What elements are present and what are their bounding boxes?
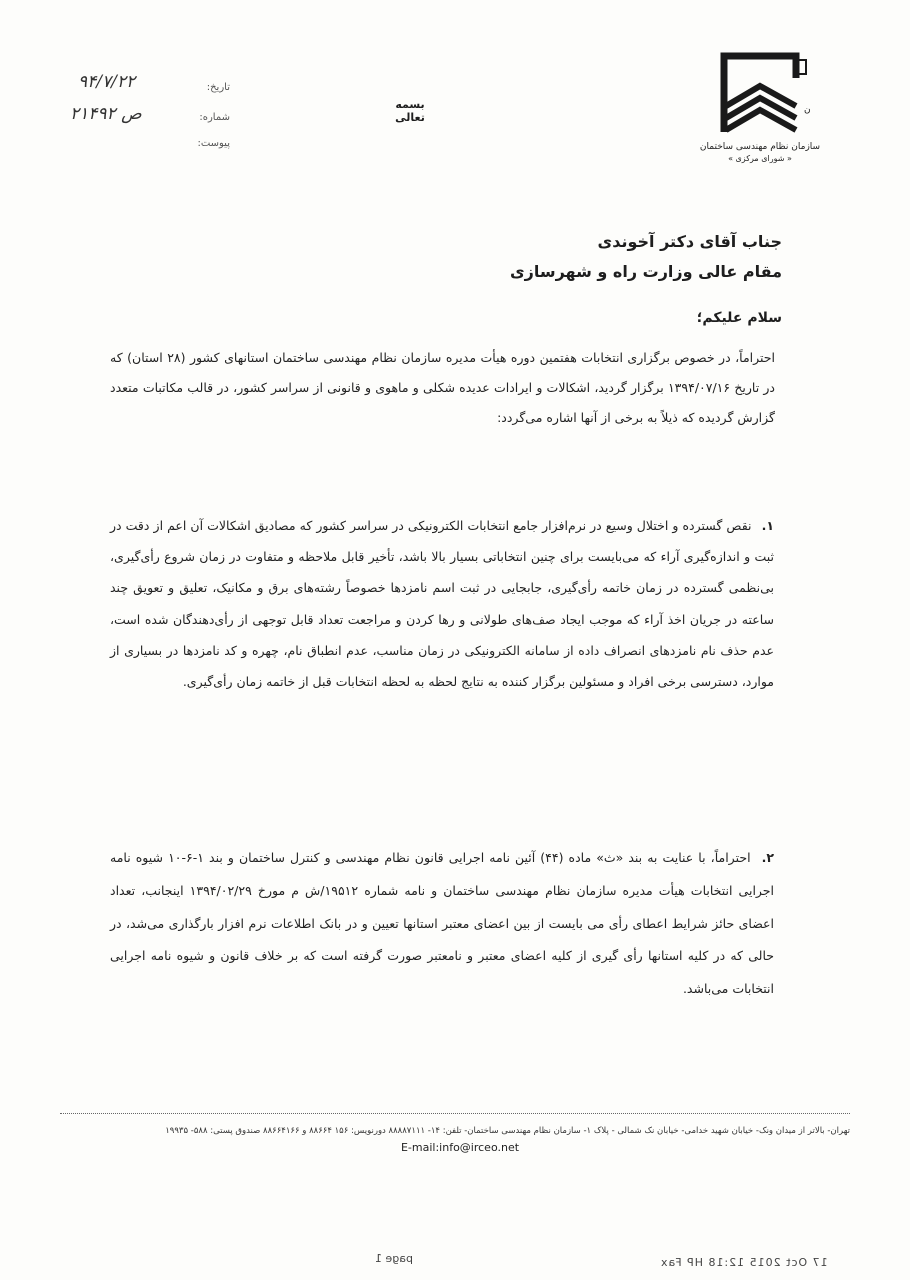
item-text: احتراماً، با عنایت به بند «ث» ماده (۴۴) آئین نامه اجرایی قانون نظام مهندسی و کنترل ساختمان و بند ۱-۶-۱۰ شیوه نامه اجرایی انتخابات هیأت مدیره سازمان نظام مهندسی ساختمان و نامه شماره ۱۹۵۱۲/ش م مورخ ۱۳۹۴/۰۲/۲۹ اینجانب، تعداد اعضای حائز شرایط اعطای رأی می بایست از بین اعضای معتبر استانها تعیین و در بانک اطلاعات نرم افزار بارگذاری می‌شد، در حالی که در کلیه استانها رأی گیری از کلیه اعضای معتبر و نامعتبر صورت گرفته است که بر خلاف قانون و شیوه نامه اجرایی انتخابات می‌باشد. [110, 850, 775, 997]
item-number: ۱. [761, 518, 774, 533]
fax-stamp: 17 Oct 2015 12:18 HP Fax [660, 1256, 828, 1269]
item-number: ۲. [761, 850, 774, 865]
basmala: بسمه تعالی [395, 98, 425, 124]
number-value: ۲۱۴۹۲ ص [70, 104, 142, 124]
greeting: سلام علیکم؛ [696, 310, 782, 326]
org-name: سازمان نظام مهندسی ساختمان [699, 142, 821, 152]
footer-divider [60, 1113, 850, 1114]
svg-text:ن: ن [804, 105, 811, 115]
number-row [199, 110, 230, 123]
page-number: page 1 [375, 1252, 413, 1265]
intro-paragraph: احتراماً، در خصوص برگزاری انتخابات هفتمین دوره هیأت مدیره سازمان نظام مهندسی ساختمان استانهای کشور (۲۸ استان) که در تاریخ ۱۳۹۴/۰۷/۱۶ برگزار گردید، اشکالات و ایرادات عدیده شکلی و ماهوی و قانونی از سراسر کشور، در قالب مکاتبات متعدد گزارش گردیده که ذیلاً به برخی از آنها اشاره می‌گردد: [110, 350, 776, 425]
attachment-label: پیوست: [197, 138, 230, 149]
org-logo [690, 48, 830, 163]
addressee-name: جناب آقای دکتر آخوندی [597, 232, 782, 251]
date-row [207, 80, 230, 93]
number-label: شماره: [199, 112, 230, 123]
council-name: « شورای مرکزی » [728, 154, 792, 163]
list-item [110, 510, 774, 697]
date-label: تاریخ: [206, 82, 230, 93]
date-value: ۹۴/۷/۲۲ [78, 72, 136, 92]
addressee-title: مقام عالی وزارت راه و شهرسازی [509, 262, 782, 281]
footer-email: E-mail:info@irceo.net [400, 1141, 520, 1154]
list-item [110, 842, 774, 1006]
item-text: نقص گسترده و اختلال وسیع در نرم‌افزار جامع انتخابات الکترونیکی در سراسر کشور که مصادیق اشکالات آن اعم از دقت در ثبت و اندازه‌گیری آراء که می‌بایست برای چنین انتخاباتی بسیار بالا باشد، تأخیر قابل ملاحظه و متفاوت در زمان شروع رأی‌گیری، بی‌نظمی گسترده در زمان خاتمه رأی‌گیری، جابجایی در ثبت اسم نامزدها خصوصاً رشته‌های برق و مکانیک، تعلیق و تعویق چند ساعته در جریان اخذ آراء که موجب ایجاد صف‌های طولانی و رها کردن و مراجعت تعداد قابل توجهی از رأی‌دهندگان شده است، عدم حذف نام نامزدهای انصراف داده از سامانه الکترونیکی در زمان مناسب، عدم انطباق نام، چهره و کد نامزدها در بسیاری از موارد، دسترسی برخی افراد و مسئولین برگزار کننده به نتایج لحظه به لحظه انتخابات قبل از خاتمه زمان رأی‌گیری. [110, 518, 774, 690]
org-emblem-icon [704, 48, 816, 140]
attachment-row [197, 136, 230, 149]
footer-address: تهران- بالاتر از میدان ونک- خیابان شهید خدامی- خیابان نک شمالی - پلاک ۱- سازمان نظام مهندسی ساختمان- تلفن: ۱۴- ۸۸۸۸۷۱۱۱ دورنویس: ۱۵۶ ۸۸۶۶۴ و ۸۸۶۶۴۱۶۶ صندوق پستی: ۵۸۸- ۱۹۹۳۵ [165, 1126, 850, 1136]
